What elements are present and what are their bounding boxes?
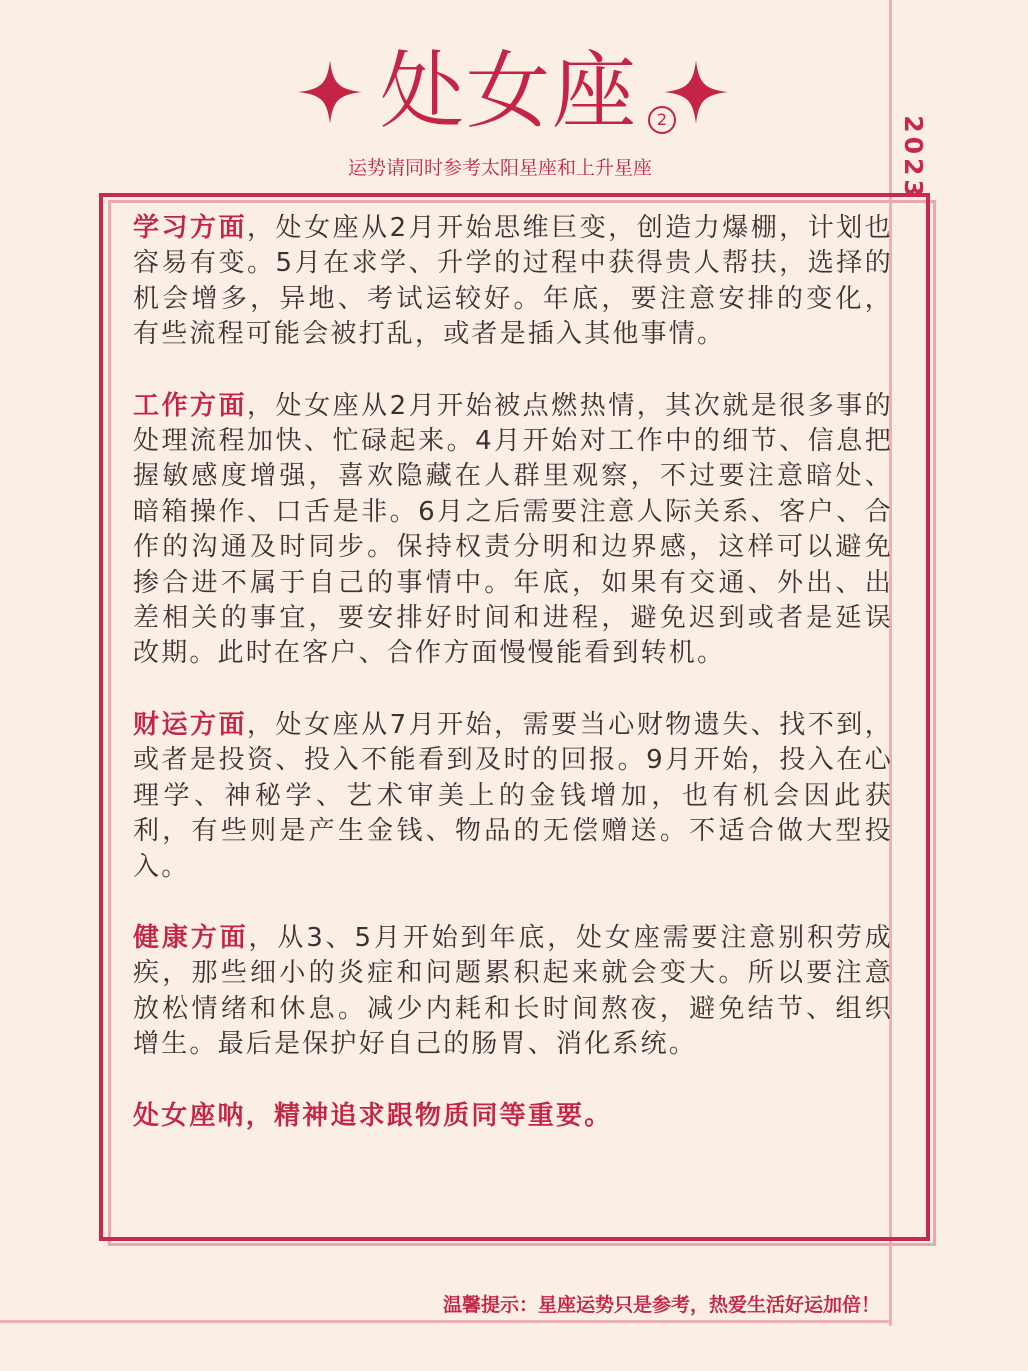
horizontal-guide-line xyxy=(0,1320,892,1323)
title-block xyxy=(280,36,750,146)
closing-line: 处女座呐，精神追求跟物质同等重要。 xyxy=(133,1100,613,1131)
section-heading: 财运方面 xyxy=(133,709,248,740)
four-point-star-icon xyxy=(294,56,366,128)
footer-tip: 温馨提示：星座运势只是参考，热爱生活好运加倍！ xyxy=(442,1294,880,1316)
section-heading: 工作方面 xyxy=(133,390,248,421)
section-wealth xyxy=(133,708,893,885)
section-work xyxy=(133,389,893,672)
four-point-star-icon xyxy=(660,56,732,128)
section-heading: 学习方面 xyxy=(133,213,248,243)
section-body: ，处女座从7月开始，需要当心财物遗失、找不到，或者是投资、投入不能看到及时的回报。9月开始，投入在心理学、神秘学、艺术审美上的金钱增加，也有机会因此获利，有些则是产生金钱、物品的无偿赠送。不适合做大型投入。 xyxy=(133,709,893,882)
section-body: ，从3、5月开始到年底，处女座需要注意别积劳成疾，那些细小的炎症和问题累积起来就会变大。所以要注意放松情绪和休息。减少内耗和长时间熬夜，避免结节、组织增生。最后是保护好自己的肠胃、消化系统。 xyxy=(133,922,893,1060)
year-label: 2023 xyxy=(899,115,928,201)
page-subtitle: 运势请同时参考太阳星座和上升星座 xyxy=(347,157,652,179)
section-heading: 健康方面 xyxy=(133,922,249,953)
section-body: ，处女座从2月开始思维巨变，创造力爆棚，计划也容易有变。5月在求学、升学的过程中获得贵人帮扶，选择的机会增多，异地、考试运较好。年底，要注意安排的变化，有些流程可能会被打乱，或者是插入其他事情。 xyxy=(133,213,893,350)
card-content xyxy=(133,211,893,1134)
section-health xyxy=(133,921,893,1063)
title-number-badge: 2 xyxy=(648,106,676,134)
page-title: 处女座 xyxy=(380,42,639,140)
section-study xyxy=(133,211,893,353)
section-body: ，处女座从2月开始被点燃热情，其次就是很多事的处理流程加快、忙碌起来。4月开始对工作中的细节、信息把握敏感度增强，喜欢隐藏在人群里观察，不过要注意暗处、暗箱操作、口舌是非。6月之后需要注意人际关系、客户、合作的沟通及时同步。保持权责分明和边界感，这样可以避免掺合进不属于自己的事情中。年底，如果有交通、外出、出差相关的事宜，要安排好时间和进程，避免迟到或者是延误改期。此时在客户、合作方面慢慢能看到转机。 xyxy=(133,390,893,669)
content-card xyxy=(99,193,930,1241)
